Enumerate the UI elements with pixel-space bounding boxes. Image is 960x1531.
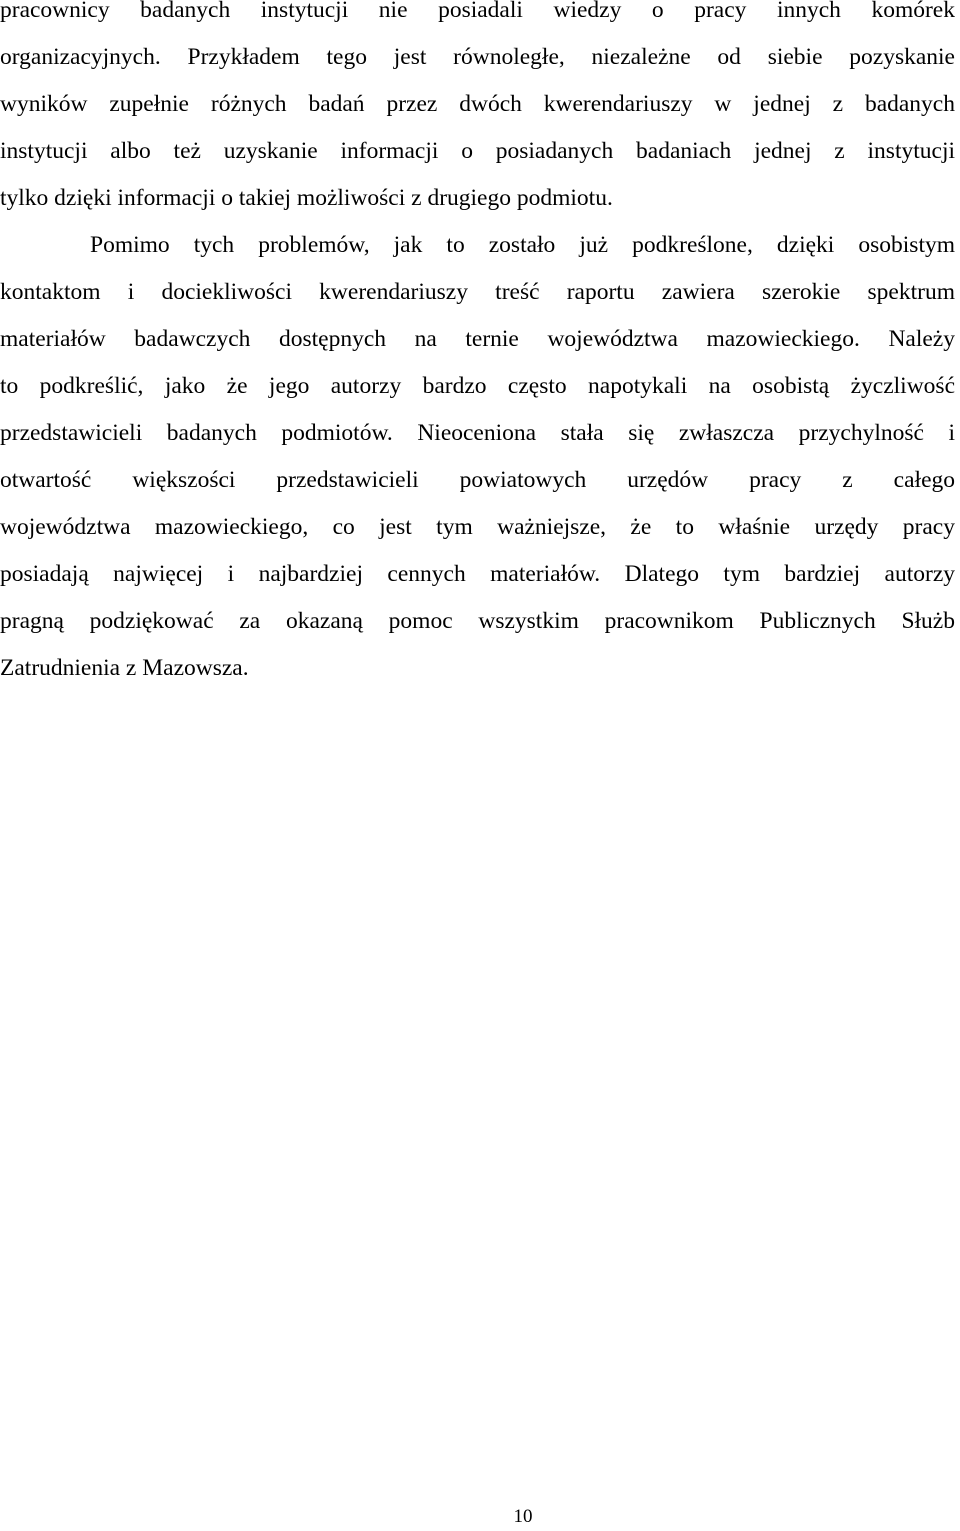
text-line: pragną podziękować za okazaną pomoc wszystkim pracownikom Publicznych Służb (0, 608, 955, 634)
document-page (0, 0, 955, 692)
text-line: przedstawicieli badanych podmiotów. Nieoceniona stała się zwłaszcza przychylność i (0, 420, 955, 446)
text-line: pracownicy badanych instytucji nie posiadali wiedzy o pracy innych komórek (0, 0, 955, 23)
paragraph-1 (0, 0, 955, 222)
text-line: Pomimo tych problemów, jak to zostało już podkreślone, dzięki osobistym (90, 232, 955, 258)
text-line: materiałów badawczych dostępnych na ternie województwa mazowieckiego. Należy (0, 326, 955, 352)
text-line: otwartość większości przedstawicieli powiatowych urzędów pracy z całego (0, 467, 955, 493)
page-number: 10 (513, 1506, 533, 1527)
text-line: województwa mazowieckiego, co jest tym ważniejsze, że to właśnie urzędy pracy (0, 514, 955, 540)
text-line: posiadają najwięcej i najbardziej cennych materiałów. Dlatego tym bardziej autorzy (0, 561, 955, 587)
text-line: Zatrudnienia z Mazowsza. (0, 655, 249, 681)
text-line: kontaktom i dociekliwości kwerendariuszy treść raportu zawiera szerokie spektrum (0, 279, 955, 305)
text-line: wyników zupełnie różnych badań przez dwóch kwerendariuszy w jednej z badanych (0, 91, 955, 117)
text-line: organizacyjnych. Przykładem tego jest równoległe, niezależne od siebie pozyskanie (0, 44, 955, 70)
text-line: instytucji albo też uzyskanie informacji o posiadanych badaniach jednej z instytucji (0, 138, 955, 164)
paragraph-2 (0, 222, 955, 692)
text-line: tylko dzięki informacji o takiej możliwości z drugiego podmiotu. (0, 185, 613, 211)
text-line: to podkreślić, jako że jego autorzy bardzo często napotykali na osobistą życzliwość (0, 373, 955, 399)
